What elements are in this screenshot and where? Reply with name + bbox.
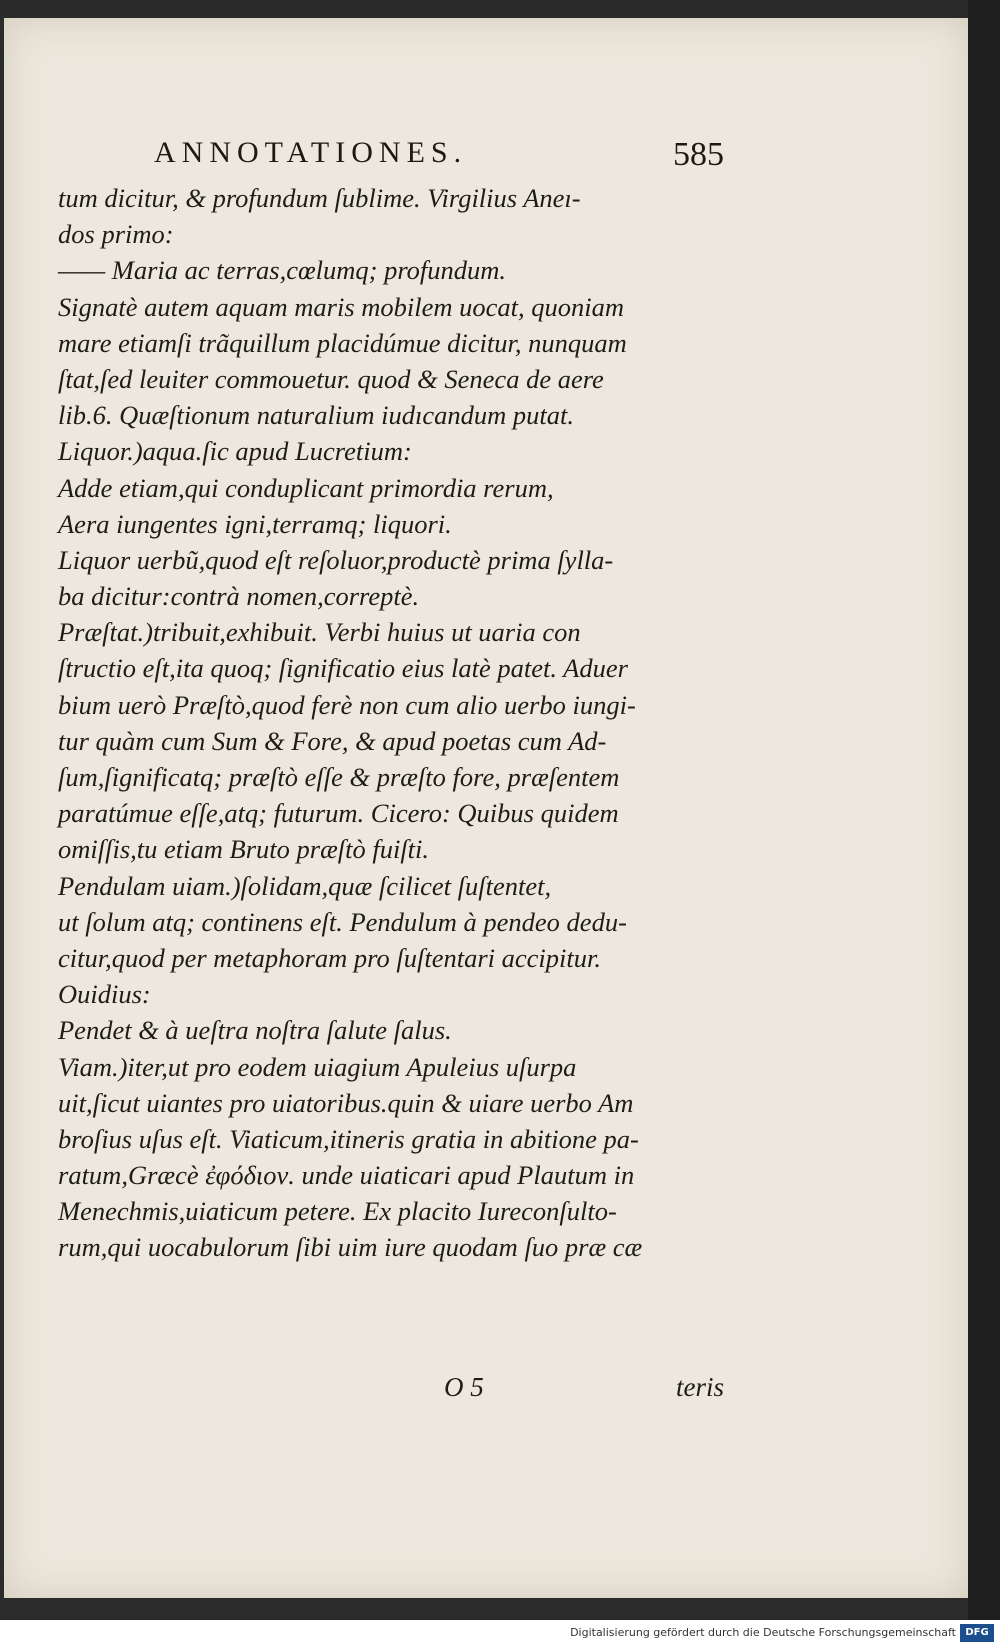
text-line: ut ſolum atq; continens eſt. Pendulum à pendeo dedu-	[58, 906, 627, 937]
text-line: Pendulam uiam.)ſolidam,quæ ſcilicet ſuſtentet,	[58, 870, 552, 901]
text-line: Ouidius:	[58, 979, 151, 1010]
text-line: ſum,ſignificatq; præſtò eſſe & præſto fore, præſentem	[58, 762, 620, 792]
text-line: uit,ſicut uiantes pro uiatoribus.quin & uiare uerbo Am	[58, 1087, 634, 1118]
text-line: Adde etiam,qui conduplicant primordia rerum,	[58, 472, 554, 503]
credit-text: Digitalisierung gefördert durch die Deutsche Forschungsgemeinschaft	[570, 1626, 956, 1639]
text-line: ſtat,ſed leuiter commouetur. quod & Seneca de aere	[58, 363, 604, 394]
running-head: ANNOTATIONES.	[154, 136, 468, 169]
book-page	[4, 18, 968, 1598]
text-line: lib.6. Quæſtionum naturalium iudıcandum putat.	[58, 400, 575, 431]
text-line: tum dicitur, & profundum ſublime. Virgilius Aneı-	[58, 183, 581, 213]
text-line: Aera iungentes igni,terramq; liquori.	[58, 508, 452, 539]
text-line: bium uerò Præſtò,quod ferè non cum alio uerbo iungi-	[58, 689, 636, 720]
credit-bar	[0, 1620, 1000, 1648]
text-line: ratum,Græcè ἐφόδιον. unde uiaticari apud Plautum in	[58, 1160, 635, 1191]
text-line: Signatè autem aquam maris mobilem uocat, quoniam	[58, 291, 625, 322]
text-line: Præſtat.)tribuit,exhibuit. Verbi huius ut uaria con	[58, 617, 581, 648]
text-line: mare etiamſi trãquillum placidúmue dicitur, nunquam	[58, 327, 627, 358]
text-line: rum,qui uocabulorum ſibi uim iure quodam ſuo præ cæ	[58, 1232, 643, 1263]
text-line: Pendet & à ueſtra noſtra ſalute ſalus.	[58, 1015, 452, 1046]
body-text	[58, 180, 718, 1266]
page-footer	[444, 1372, 724, 1412]
text-line: Viam.)iter,ut pro eodem uiagium Apuleius uſurpa	[58, 1051, 577, 1082]
catchword: teris	[675, 1372, 724, 1402]
scan-background-top	[0, 0, 1000, 18]
text-line: broſius uſus eſt. Viaticum,itineris gratia in abitione pa-	[58, 1123, 639, 1154]
text-line: Liquor uerbũ,quod eſt reſoluor,productè prima ſylla-	[58, 544, 614, 575]
text-line: —— Maria ac terras,cœlumq; profundum.	[58, 255, 507, 286]
text-line: ba dicitur:contrà nomen,correptè.	[58, 581, 420, 612]
signature-mark: O 5	[444, 1372, 484, 1402]
text-line: omiſſis,tu etiam Bruto præſtò fuiſti.	[58, 834, 430, 865]
text-line: tur quàm cum Sum & Fore, & apud poetas cum Ad-	[58, 725, 607, 756]
text-line: Liquor.)aqua.ſic apud Lucretium:	[58, 436, 412, 467]
text-line: Menechmis,uiaticum petere. Ex placito Iureconſulto-	[58, 1196, 617, 1227]
page-header	[154, 136, 724, 180]
text-line: paratúmue eſſe,atq; futurum. Cicero: Quibus quidem	[58, 798, 619, 829]
page-number: 585	[673, 136, 724, 173]
text-line: ſtructio eſt,ita quoq; ſignificatio eius latè patet. Aduer	[58, 653, 628, 684]
text-line: dos primo:	[58, 219, 174, 250]
scan-background-right	[968, 0, 1000, 1620]
text-line: citur,quod per metaphoram pro ſuſtentari accipitur.	[58, 942, 601, 973]
dfg-logo: DFG	[960, 1624, 994, 1642]
